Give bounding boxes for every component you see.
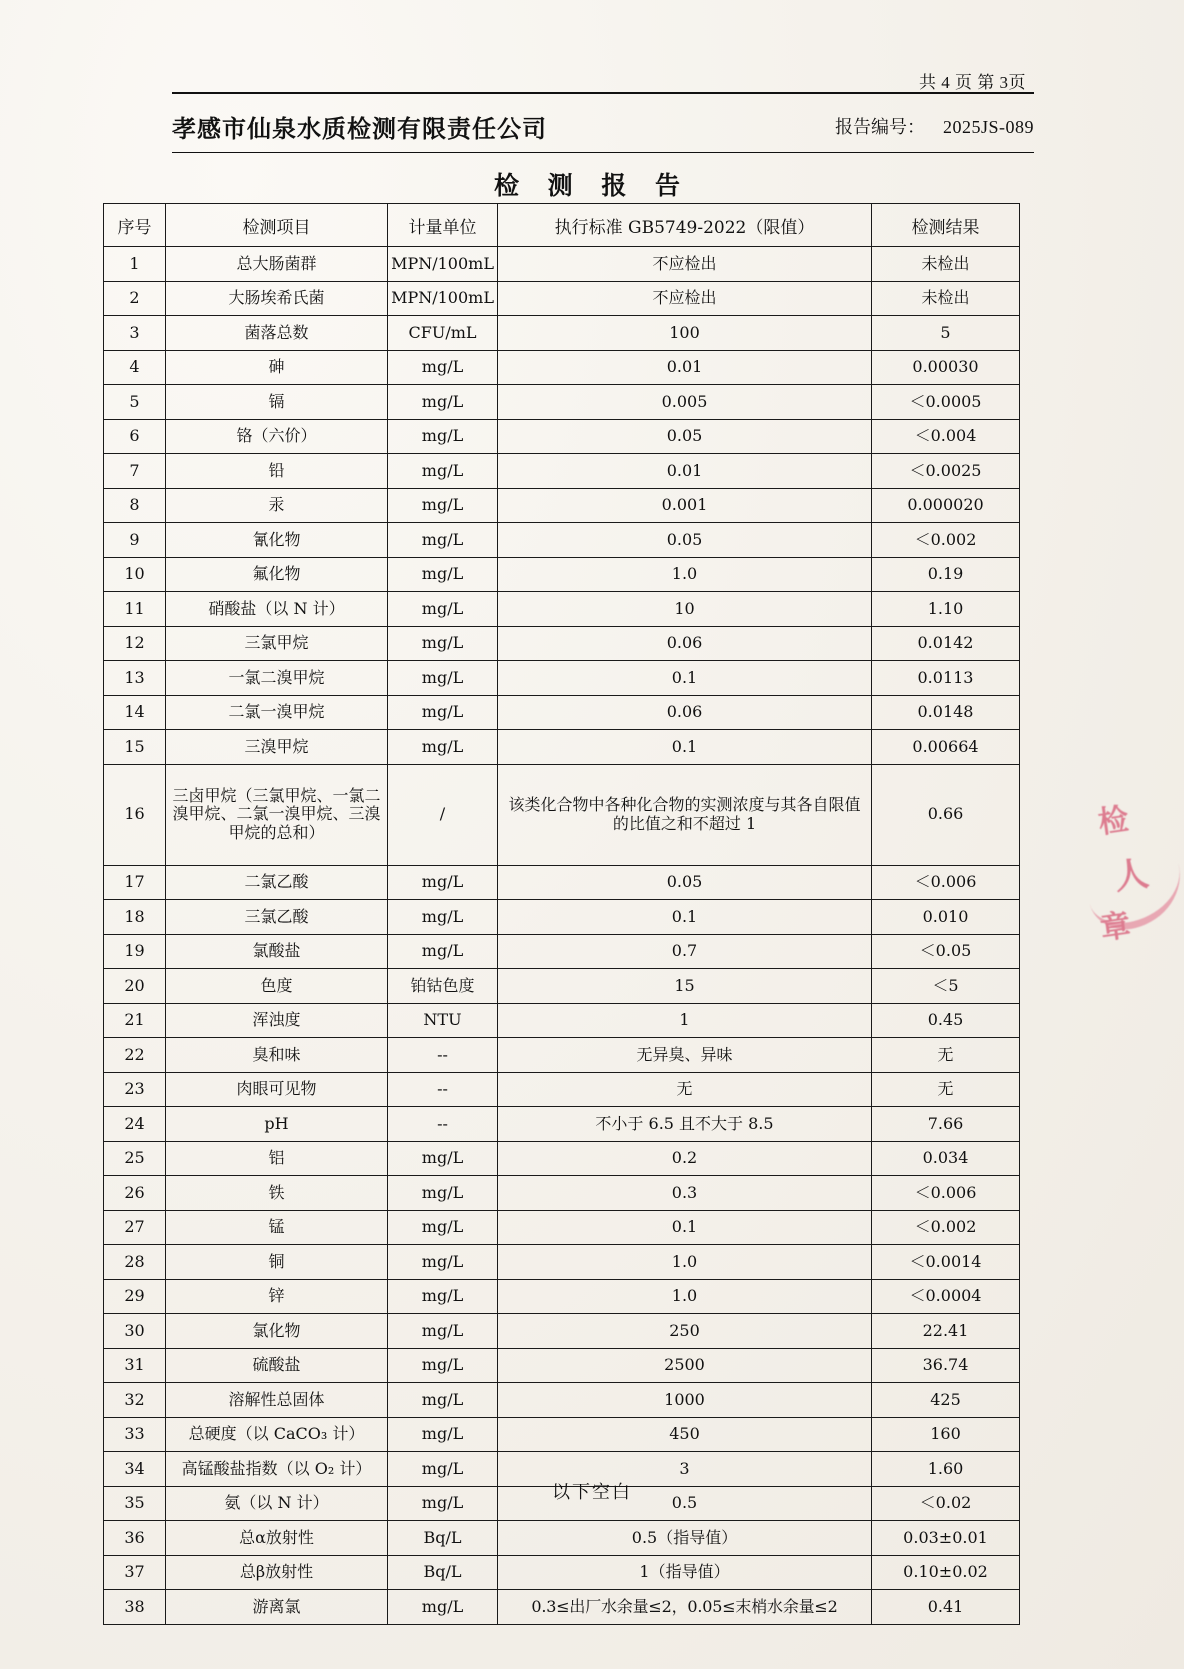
table-row <box>104 316 1020 351</box>
cell-standard: 不小于 6.5 且不大于 8.5 <box>498 1107 872 1142</box>
cell-result: 0.45 <box>872 1003 1020 1038</box>
cell-no: 32 <box>104 1383 166 1418</box>
cell-item: 汞 <box>166 488 388 523</box>
cell-item: 硫酸盐 <box>166 1348 388 1383</box>
report-number-label: 报告编号： <box>834 117 925 137</box>
cell-result: 0.034 <box>872 1141 1020 1176</box>
cell-item: pH <box>166 1107 388 1142</box>
table-row <box>104 488 1020 523</box>
cell-item: 二氯一溴甲烷 <box>166 695 388 730</box>
cell-standard: 0.5 <box>498 1486 872 1521</box>
cell-no: 4 <box>104 350 166 385</box>
cell-item: 氰化物 <box>166 523 388 558</box>
table-row <box>104 764 1020 865</box>
cell-no: 30 <box>104 1314 166 1349</box>
cell-no: 25 <box>104 1141 166 1176</box>
cell-result: 0.010 <box>872 900 1020 935</box>
cell-unit: mg/L <box>388 900 498 935</box>
cell-item: 硝酸盐（以 N 计） <box>166 592 388 627</box>
cell-standard: 不应检出 <box>498 281 872 316</box>
cell-result: 0.19 <box>872 557 1020 592</box>
cell-unit: mg/L <box>388 1452 498 1487</box>
cell-standard: 0.05 <box>498 865 872 900</box>
cell-result: ＜0.0025 <box>872 454 1020 489</box>
cell-result: 0.0142 <box>872 626 1020 661</box>
cell-no: 24 <box>104 1107 166 1142</box>
cell-result: 未检出 <box>872 247 1020 282</box>
cell-result: 0.00030 <box>872 350 1020 385</box>
header-rule-bottom <box>172 152 1034 153</box>
cell-standard: 0.05 <box>498 419 872 454</box>
table-row <box>104 523 1020 558</box>
column-header-unit: 计量单位 <box>388 204 498 247</box>
cell-result: 0.66 <box>872 764 1020 865</box>
cell-standard: 1 <box>498 1003 872 1038</box>
cell-standard: 0.01 <box>498 350 872 385</box>
cell-standard: 0.1 <box>498 900 872 935</box>
table-row <box>104 385 1020 420</box>
cell-item: 铅 <box>166 454 388 489</box>
cell-unit: mg/L <box>388 1245 498 1280</box>
cell-item: 肉眼可见物 <box>166 1072 388 1107</box>
cell-unit: mg/L <box>388 419 498 454</box>
cell-unit: mg/L <box>388 1210 498 1245</box>
cell-no: 10 <box>104 557 166 592</box>
cell-result: ＜0.002 <box>872 523 1020 558</box>
cell-no: 16 <box>104 764 166 865</box>
cell-no: 22 <box>104 1038 166 1073</box>
cell-unit: mg/L <box>388 730 498 765</box>
column-header-item: 检测项目 <box>166 204 388 247</box>
cell-item: 三卤甲烷（三氯甲烷、一氯二溴甲烷、二氯一溴甲烷、三溴甲烷的总和） <box>166 764 388 865</box>
cell-no: 35 <box>104 1486 166 1521</box>
cell-item: 三溴甲烷 <box>166 730 388 765</box>
cell-standard: 0.1 <box>498 730 872 765</box>
cell-no: 15 <box>104 730 166 765</box>
cell-unit: MPN/100mL <box>388 247 498 282</box>
cell-no: 29 <box>104 1279 166 1314</box>
document-header <box>172 100 1034 152</box>
cell-item: 总β放射性 <box>166 1555 388 1590</box>
table-row <box>104 247 1020 282</box>
cell-no: 38 <box>104 1590 166 1625</box>
cell-item: 大肠埃希氏菌 <box>166 281 388 316</box>
table-row <box>104 626 1020 661</box>
cell-result: ＜0.006 <box>872 865 1020 900</box>
table-header-row <box>104 204 1020 247</box>
cell-no: 3 <box>104 316 166 351</box>
cell-unit: mg/L <box>388 1417 498 1452</box>
cell-result: 425 <box>872 1383 1020 1418</box>
cell-standard: 1.0 <box>498 557 872 592</box>
cell-no: 19 <box>104 934 166 969</box>
table-row <box>104 661 1020 696</box>
table-row <box>104 1555 1020 1590</box>
cell-unit: mg/L <box>388 454 498 489</box>
column-header-standard: 执行标准 GB5749-2022（限值） <box>498 204 872 247</box>
red-stamp-icon: 检 人 章 <box>1084 790 1184 990</box>
cell-unit: mg/L <box>388 1176 498 1211</box>
cell-no: 18 <box>104 900 166 935</box>
cell-item: 菌落总数 <box>166 316 388 351</box>
cell-result: ＜0.004 <box>872 419 1020 454</box>
cell-standard: 100 <box>498 316 872 351</box>
cell-no: 28 <box>104 1245 166 1280</box>
table-row <box>104 1348 1020 1383</box>
cell-unit: NTU <box>388 1003 498 1038</box>
cell-unit: mg/L <box>388 523 498 558</box>
cell-standard: 无 <box>498 1072 872 1107</box>
cell-unit: mg/L <box>388 385 498 420</box>
table-row <box>104 419 1020 454</box>
cell-item: 氯酸盐 <box>166 934 388 969</box>
cell-no: 13 <box>104 661 166 696</box>
cell-no: 34 <box>104 1452 166 1487</box>
page-indicator: 共 4 页 第 3页 <box>919 73 1026 92</box>
cell-item: 色度 <box>166 969 388 1004</box>
cell-item: 氟化物 <box>166 557 388 592</box>
cell-no: 5 <box>104 385 166 420</box>
cell-unit: / <box>388 764 498 865</box>
table-row <box>104 900 1020 935</box>
header-rule-top <box>172 92 1034 94</box>
cell-item: 氨（以 N 计） <box>166 1486 388 1521</box>
cell-result: 0.00664 <box>872 730 1020 765</box>
cell-unit: -- <box>388 1107 498 1142</box>
cell-item: 氯化物 <box>166 1314 388 1349</box>
cell-no: 17 <box>104 865 166 900</box>
cell-standard: 0.5（指导值） <box>498 1521 872 1556</box>
cell-no: 11 <box>104 592 166 627</box>
table-row <box>104 454 1020 489</box>
cell-unit: mg/L <box>388 934 498 969</box>
cell-result: 0.000020 <box>872 488 1020 523</box>
cell-result: 160 <box>872 1417 1020 1452</box>
cell-result: ＜5 <box>872 969 1020 1004</box>
cell-item: 铬（六价） <box>166 419 388 454</box>
cell-standard: 0.1 <box>498 1210 872 1245</box>
cell-standard: 0.3≤出厂水余量≤2，0.05≤末梢水余量≤2 <box>498 1590 872 1625</box>
cell-result: ＜0.006 <box>872 1176 1020 1211</box>
cell-unit: Bq/L <box>388 1521 498 1556</box>
results-table <box>103 203 1020 1625</box>
cell-no: 20 <box>104 969 166 1004</box>
cell-standard: 0.06 <box>498 695 872 730</box>
table-row <box>104 592 1020 627</box>
cell-standard: 1.0 <box>498 1245 872 1280</box>
table-row <box>104 557 1020 592</box>
cell-no: 6 <box>104 419 166 454</box>
table-body <box>104 247 1020 1625</box>
table-row <box>104 1279 1020 1314</box>
cell-standard: 10 <box>498 592 872 627</box>
cell-unit: mg/L <box>388 1486 498 1521</box>
company-name: 孝感市仙泉水质检测有限责任公司 <box>172 113 547 143</box>
cell-item: 浑浊度 <box>166 1003 388 1038</box>
report-number <box>835 113 1034 139</box>
cell-result: 36.74 <box>872 1348 1020 1383</box>
cell-item: 臭和味 <box>166 1038 388 1073</box>
cell-unit: mg/L <box>388 1383 498 1418</box>
cell-result: ＜0.002 <box>872 1210 1020 1245</box>
cell-unit: mg/L <box>388 1279 498 1314</box>
cell-unit: mg/L <box>388 626 498 661</box>
page-title: 检 测 报 告 <box>493 171 691 200</box>
cell-item: 锌 <box>166 1279 388 1314</box>
table-row <box>104 1590 1020 1625</box>
cell-unit: mg/L <box>388 488 498 523</box>
cell-item: 三氯甲烷 <box>166 626 388 661</box>
table-row <box>104 934 1020 969</box>
cell-item: 砷 <box>166 350 388 385</box>
cell-item: 总硬度（以 CaCO₃ 计） <box>166 1417 388 1452</box>
cell-no: 1 <box>104 247 166 282</box>
cell-unit: MPN/100mL <box>388 281 498 316</box>
cell-result: ＜0.0005 <box>872 385 1020 420</box>
cell-standard: 3 <box>498 1452 872 1487</box>
cell-no: 2 <box>104 281 166 316</box>
cell-no: 37 <box>104 1555 166 1590</box>
cell-result: 7.66 <box>872 1107 1020 1142</box>
cell-no: 9 <box>104 523 166 558</box>
table-row <box>104 350 1020 385</box>
table-row <box>104 1107 1020 1142</box>
cell-result: ＜0.05 <box>872 934 1020 969</box>
table-row <box>104 1314 1020 1349</box>
cell-unit: -- <box>388 1072 498 1107</box>
cell-result: 无 <box>872 1072 1020 1107</box>
cell-result: 0.0148 <box>872 695 1020 730</box>
cell-item: 溶解性总固体 <box>166 1383 388 1418</box>
cell-standard: 15 <box>498 969 872 1004</box>
cell-no: 14 <box>104 695 166 730</box>
table-row <box>104 1141 1020 1176</box>
cell-standard: 0.1 <box>498 661 872 696</box>
cell-item: 镉 <box>166 385 388 420</box>
cell-result: 22.41 <box>872 1314 1020 1349</box>
cell-no: 26 <box>104 1176 166 1211</box>
cell-unit: mg/L <box>388 1348 498 1383</box>
cell-result: 0.10±0.02 <box>872 1555 1020 1590</box>
cell-standard: 0.7 <box>498 934 872 969</box>
cell-standard: 0.3 <box>498 1176 872 1211</box>
cell-standard: 0.001 <box>498 488 872 523</box>
cell-item: 二氯乙酸 <box>166 865 388 900</box>
cell-unit: mg/L <box>388 1141 498 1176</box>
cell-unit: mg/L <box>388 1314 498 1349</box>
cell-standard: 该类化合物中各种化合物的实测浓度与其各自限值的比值之和不超过 1 <box>498 764 872 865</box>
cell-standard: 0.06 <box>498 626 872 661</box>
cell-result: 5 <box>872 316 1020 351</box>
cell-item: 锰 <box>166 1210 388 1245</box>
cell-unit: mg/L <box>388 592 498 627</box>
cell-result: 无 <box>872 1038 1020 1073</box>
column-header-result: 检测结果 <box>872 204 1020 247</box>
cell-no: 7 <box>104 454 166 489</box>
cell-unit: -- <box>388 1038 498 1073</box>
cell-item: 游离氯 <box>166 1590 388 1625</box>
cell-unit: mg/L <box>388 1590 498 1625</box>
cell-standard: 0.005 <box>498 385 872 420</box>
cell-no: 27 <box>104 1210 166 1245</box>
cell-unit: mg/L <box>388 661 498 696</box>
cell-standard: 1（指导值） <box>498 1555 872 1590</box>
table-row <box>104 1038 1020 1073</box>
cell-standard: 450 <box>498 1417 872 1452</box>
table-row <box>104 1383 1020 1418</box>
cell-result: 1.60 <box>872 1452 1020 1487</box>
table-row <box>104 281 1020 316</box>
cell-result: 0.41 <box>872 1590 1020 1625</box>
cell-item: 铝 <box>166 1141 388 1176</box>
cell-result: 0.03±0.01 <box>872 1521 1020 1556</box>
cell-result: 0.0113 <box>872 661 1020 696</box>
table-row <box>104 1003 1020 1038</box>
cell-item: 铁 <box>166 1176 388 1211</box>
cell-no: 21 <box>104 1003 166 1038</box>
table-row <box>104 695 1020 730</box>
cell-result: 1.10 <box>872 592 1020 627</box>
cell-standard: 0.05 <box>498 523 872 558</box>
cell-unit: CFU/mL <box>388 316 498 351</box>
cell-item: 铜 <box>166 1245 388 1280</box>
cell-unit: mg/L <box>388 557 498 592</box>
cell-standard: 0.2 <box>498 1141 872 1176</box>
table-row <box>104 1521 1020 1556</box>
report-number-value: 2025JS-089 <box>942 117 1034 137</box>
table-row <box>104 969 1020 1004</box>
cell-item: 三氯乙酸 <box>166 900 388 935</box>
table-row <box>104 1176 1020 1211</box>
cell-item: 总α放射性 <box>166 1521 388 1556</box>
cell-standard: 1.0 <box>498 1279 872 1314</box>
cell-result: ＜0.02 <box>872 1486 1020 1521</box>
table-row <box>104 1210 1020 1245</box>
cell-result: 未检出 <box>872 281 1020 316</box>
table-row <box>104 1245 1020 1280</box>
cell-no: 12 <box>104 626 166 661</box>
cell-unit: mg/L <box>388 350 498 385</box>
cell-standard: 无异臭、异味 <box>498 1038 872 1073</box>
footer-note: 以下空白 <box>552 1482 632 1502</box>
cell-unit: mg/L <box>388 695 498 730</box>
cell-item: 一氯二溴甲烷 <box>166 661 388 696</box>
cell-unit: 铂钴色度 <box>388 969 498 1004</box>
column-header-no: 序号 <box>104 204 166 247</box>
cell-standard: 250 <box>498 1314 872 1349</box>
cell-unit: Bq/L <box>388 1555 498 1590</box>
table-row <box>104 1072 1020 1107</box>
cell-unit: mg/L <box>388 865 498 900</box>
cell-standard: 0.01 <box>498 454 872 489</box>
cell-no: 8 <box>104 488 166 523</box>
cell-item: 总大肠菌群 <box>166 247 388 282</box>
cell-standard: 不应检出 <box>498 247 872 282</box>
cell-no: 31 <box>104 1348 166 1383</box>
cell-result: ＜0.0004 <box>872 1279 1020 1314</box>
table-row <box>104 1417 1020 1452</box>
cell-item: 高锰酸盐指数（以 O₂ 计） <box>166 1452 388 1487</box>
cell-no: 33 <box>104 1417 166 1452</box>
cell-no: 23 <box>104 1072 166 1107</box>
table-row <box>104 730 1020 765</box>
cell-standard: 1000 <box>498 1383 872 1418</box>
cell-result: ＜0.0014 <box>872 1245 1020 1280</box>
cell-standard: 2500 <box>498 1348 872 1383</box>
cell-no: 36 <box>104 1521 166 1556</box>
table-row <box>104 865 1020 900</box>
